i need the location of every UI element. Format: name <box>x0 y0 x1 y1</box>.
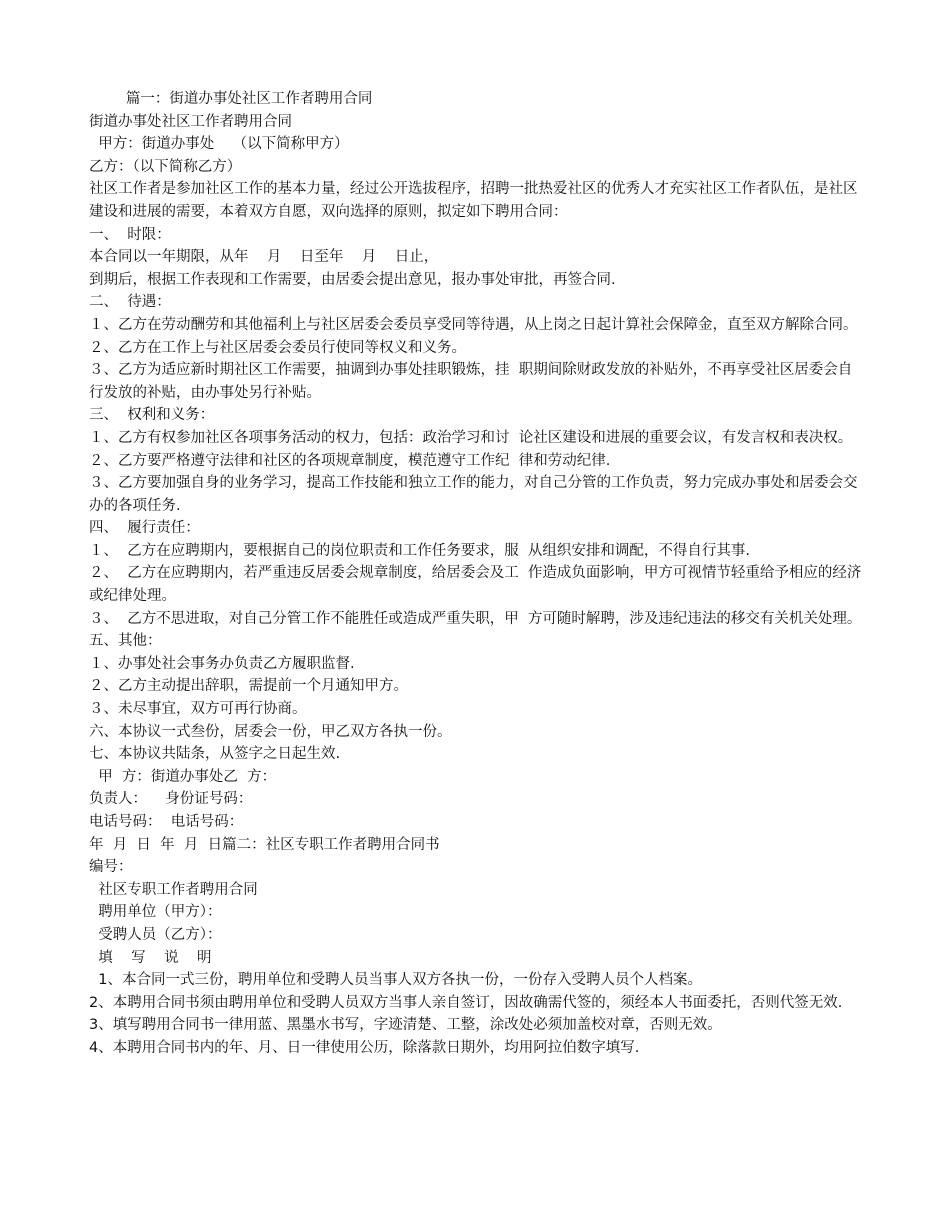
clause-copies: 六、本协议一式叁份，居委会一份，甲乙双方各执一份。 <box>89 723 452 740</box>
clause-effect: 七、本协议共陆条，从签字之日起生效. <box>89 746 341 763</box>
signature-phone: 电话号码： 电话号码： <box>89 814 244 830</box>
signature-responsible: 负责人： 身份证号码： <box>89 791 253 808</box>
treatment-item: １、乙方在劳动酬劳和其他福利上与社区居委会委员享受同等待遇，从上岗之日起计算社会保障金，直至双方解除合同。 <box>89 316 858 333</box>
duties-item: ２、 乙方在应聘期内，若严重违反居委会规章制度，给居委会及工 作造成负面影响，甲方可视情节轻重给予相应的经济或纪律处理。 <box>89 565 862 605</box>
duties-item: ３、 乙方不思进取，对自己分管工作不能胜任或造成严重失职，甲 方可随时解聘，涉及违纪违法的移交有关机关处理。 <box>89 610 862 627</box>
employee-line: 受聘人员（乙方）： <box>89 926 222 943</box>
contract-number: 编号： <box>89 859 133 876</box>
rights-item: ３、乙方要加强自身的业务学习，提高工作技能和独立工作的能力，对自己分管的工作负责，努力完成办事处和居委会交办的各项任务. <box>89 475 858 514</box>
instructions-heading: 填 写 说 明 <box>89 949 212 966</box>
term-paragraph: 本合同以一年期限，从年 月 日至年 月 日止， <box>89 249 439 266</box>
contract-two-title: 社区专职工作者聘用合同 <box>89 881 258 898</box>
treatment-item: ３、乙方为适应新时期社区工作需要，抽调到办事处挂职锻炼，挂 职期间除财政发放的补贴外，不再享受社区居委会自行发放的补贴，由办事处另行补贴。 <box>89 362 853 401</box>
clause-heading-duties: 四、 履行责任： <box>89 520 200 537</box>
party-a-line: 甲方：街道办事处 （以下简称甲方） <box>89 136 349 153</box>
other-item: １、办事处社会事务办负责乙方履职监督. <box>89 655 355 672</box>
document-body <box>89 88 864 1060</box>
duties-item: １、 乙方在应聘期内，要根据自己的岗位职责和工作任务要求，服 从组织安排和调配，不得自行其事. <box>89 542 751 559</box>
employer-line: 聘用单位（甲方）： <box>89 904 222 921</box>
term-paragraph: 到期后，根据工作表现和工作需要，由居委会提出意见，报办事处审批，再签合同. <box>89 271 616 288</box>
preamble-paragraph: 社区工作者是参加社区工作的基本力量，经过公开选拔程序，招聘一批热爱社区的优秀人才充实社区工作者队伍，是社区建设和进展的需要，本着双方自愿，双向选择的原则，拟定如下聘用合同： <box>89 181 858 220</box>
treatment-item: ２、乙方在工作上与社区居委会委员行使同等权义和义务。 <box>89 339 466 356</box>
instruction-item: 3、填写聘用合同书一律用蓝、黑墨水书写，字迹清楚、工整，涂改处必须加盖校对章，否则无效。 <box>89 1017 722 1034</box>
other-item: ２、乙方主动提出辞职，需提前一个月通知甲方。 <box>89 678 408 695</box>
instruction-item: 4、本聘用合同书内的年、月、日一律使用公历，除落款日期外，均用阿拉伯数字填写. <box>89 1039 640 1056</box>
instruction-item: 2、本聘用合同书须由聘用单位和受聘人员双方当事人亲自签订，因故确需代签的，须经本人书面委托，否则代签无效. <box>89 994 843 1011</box>
clause-heading-other: 五、其他： <box>89 633 162 650</box>
section-heading: 篇一：街道办事处社区工作者聘用合同 <box>89 91 373 107</box>
rights-item: １、乙方有权参加社区各项事务活动的权力，包括：政治学习和讨 论社区建设和进展的重要会议，有发言权和表决权。 <box>89 429 853 446</box>
clause-heading-rights: 三、 权利和义务： <box>89 407 215 424</box>
clause-heading-treatment: 二、 待遇： <box>89 294 171 311</box>
other-item: ３、未尽事宜，双方可再行协商。 <box>89 701 307 718</box>
signature-date-and-section-two: 年 月 日 年 月 日篇二：社区专职工作者聘用合同书 <box>89 836 440 853</box>
rights-item: ２、乙方要严格遵守法律和社区的各项规章制度，模范遵守工作纪 律和劳动纪律. <box>89 452 611 469</box>
contract-title: 街道办事处社区工作者聘用合同 <box>89 113 292 130</box>
signature-parties: 甲 方：街道办事处乙 方： <box>89 768 277 785</box>
clause-heading-term: 一、 时限： <box>89 226 171 243</box>
party-b-line: 乙方：（以下简称乙方） <box>89 158 242 175</box>
instruction-item: 1、本合同一式三份，聘用单位和受聘人员当事人双方各执一份，一份存入受聘人员个人档案。 <box>89 972 702 989</box>
